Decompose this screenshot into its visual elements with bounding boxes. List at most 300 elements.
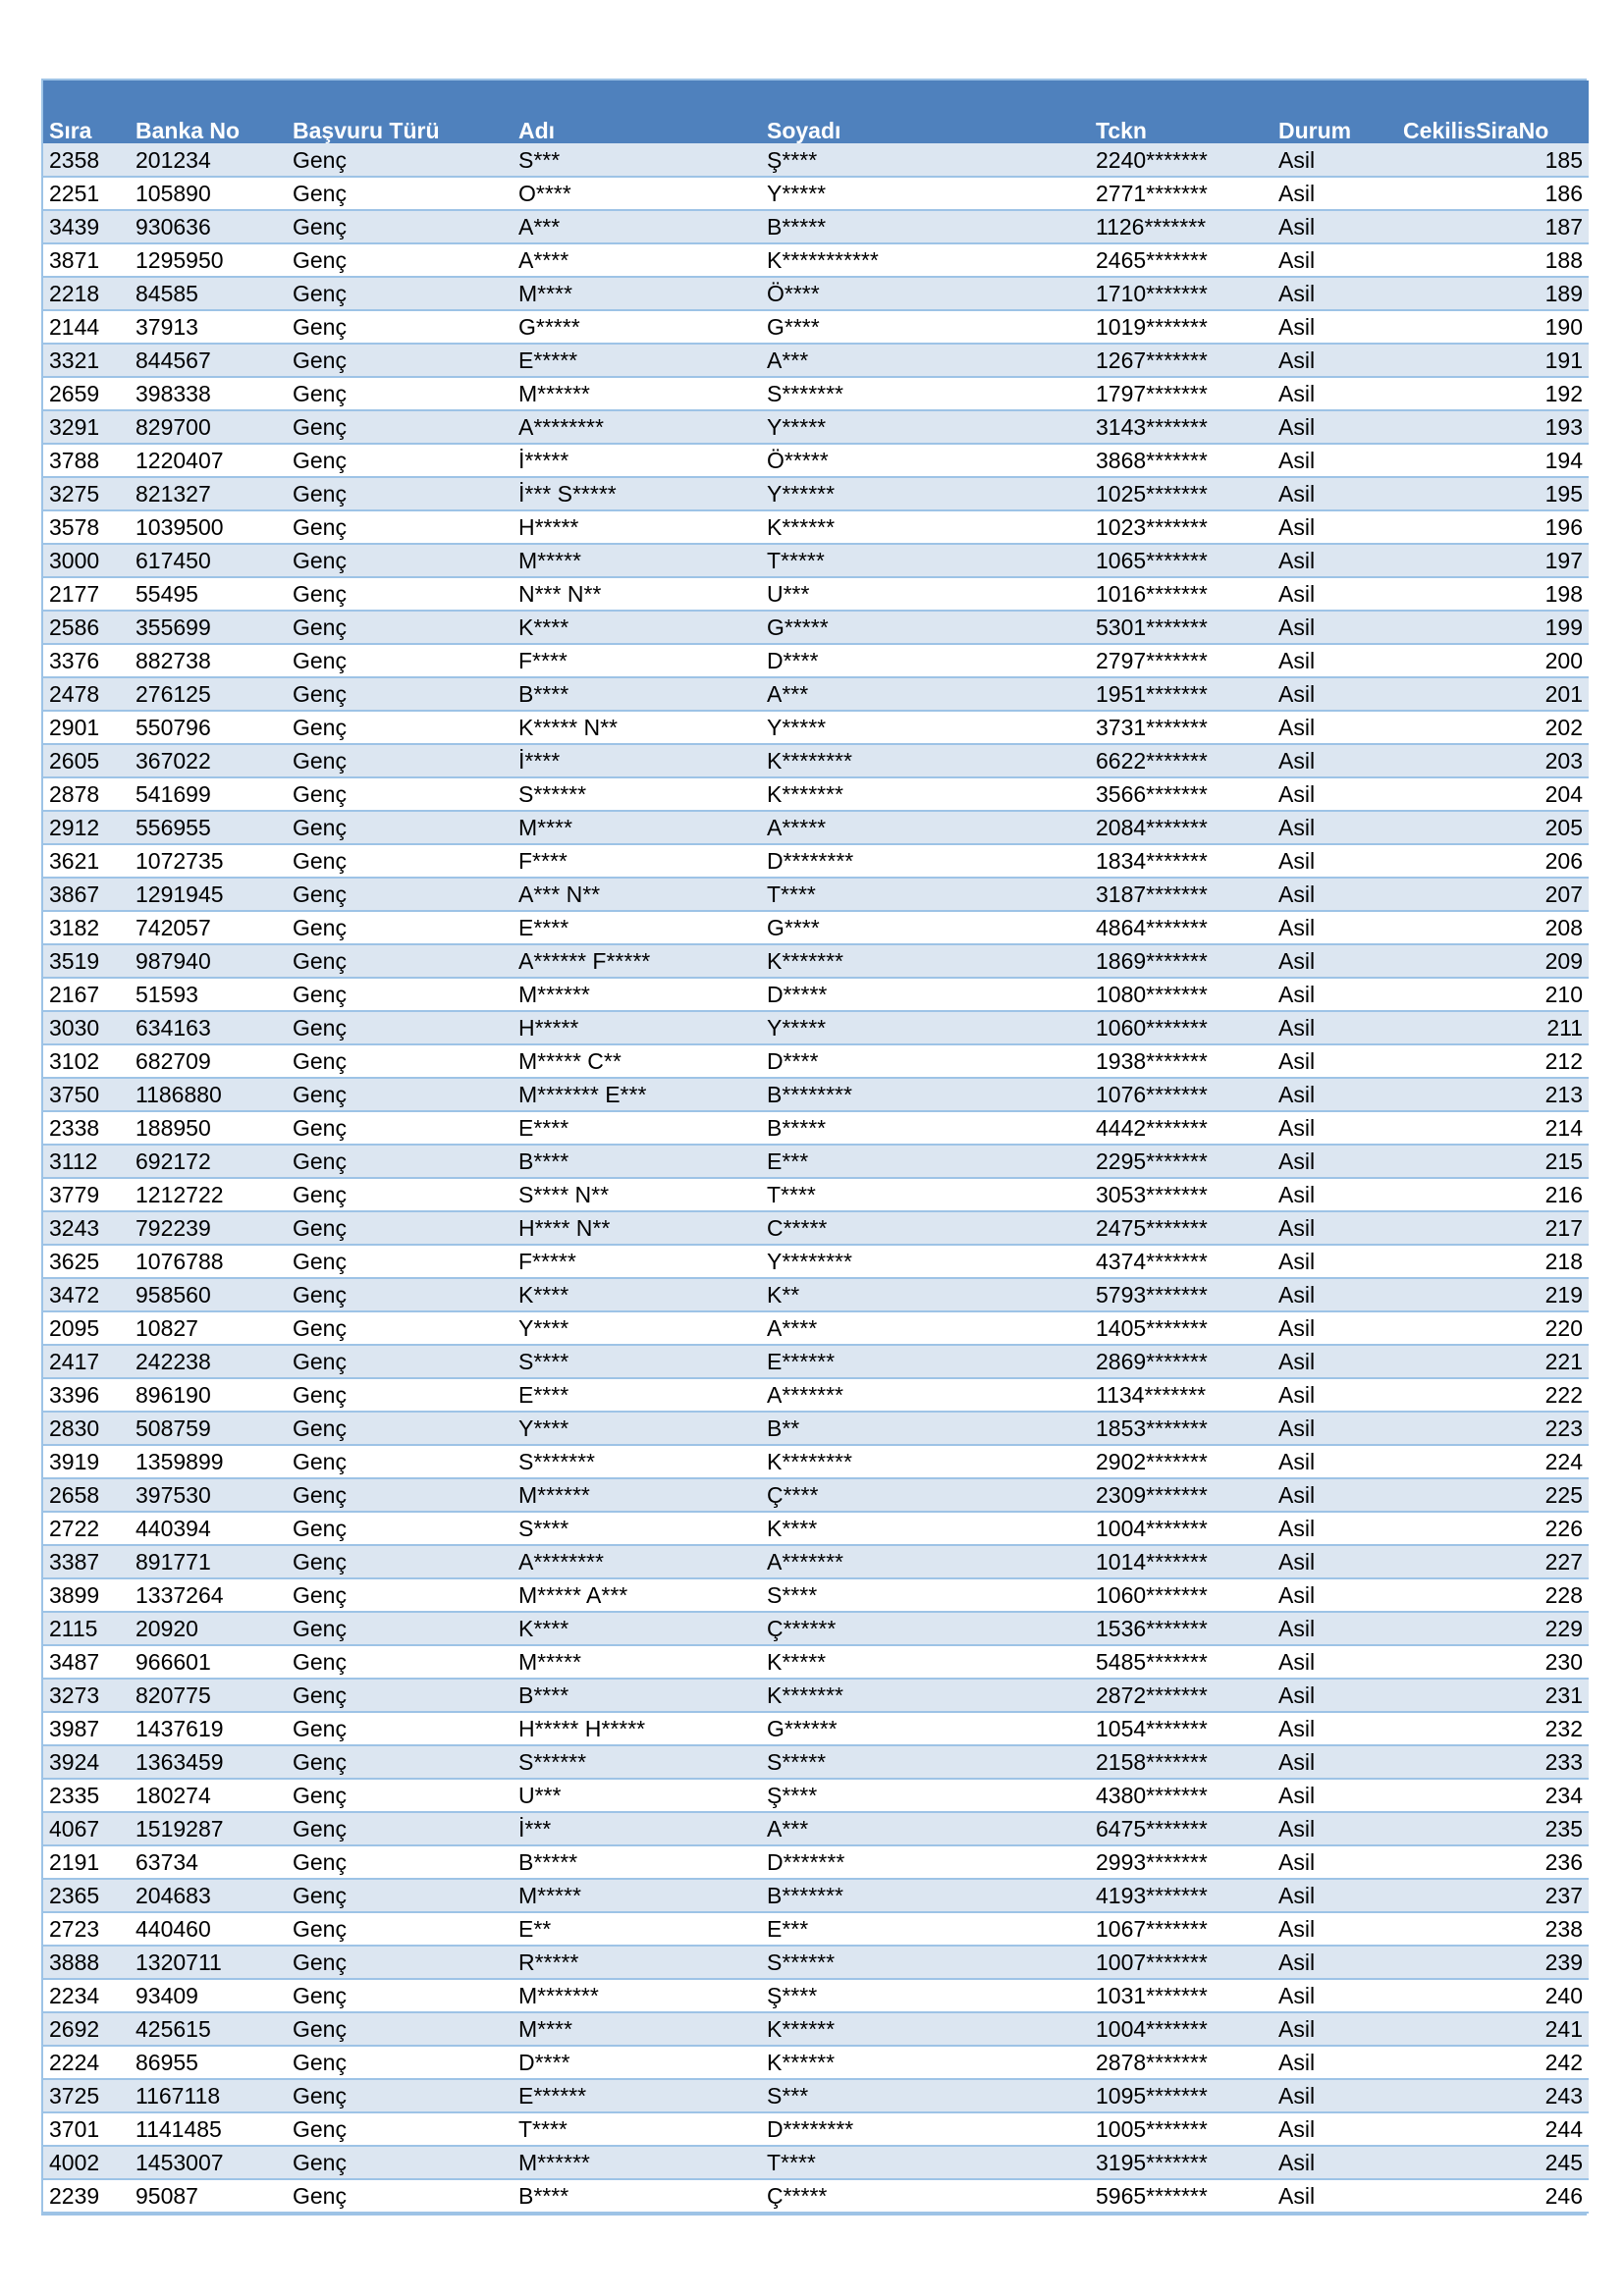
cell-sira: 3867 — [43, 878, 130, 911]
cell-cekilis-sira-no: 198 — [1397, 577, 1589, 611]
cell-soyadi: S***** — [761, 1745, 1090, 1779]
cell-basvuru-turu: Genç — [287, 1345, 513, 1378]
cell-banka-no: 1220407 — [130, 444, 287, 477]
header-soyadi: Soyadı — [761, 80, 1090, 143]
cell-cekilis-sira-no: 208 — [1397, 911, 1589, 944]
cell-tckn: 1031******* — [1090, 1979, 1272, 2012]
cell-adi: M**** — [513, 811, 761, 844]
cell-durum: Asil — [1272, 544, 1397, 577]
table-row — [43, 544, 1589, 577]
cell-banka-no: 1072735 — [130, 844, 287, 878]
cell-soyadi: T**** — [761, 1178, 1090, 1211]
cell-basvuru-turu: Genç — [287, 2012, 513, 2046]
cell-sira: 3578 — [43, 510, 130, 544]
cell-banka-no: 958560 — [130, 1278, 287, 1311]
cell-cekilis-sira-no: 187 — [1397, 210, 1589, 243]
cell-cekilis-sira-no: 185 — [1397, 143, 1589, 177]
table-row — [43, 711, 1589, 744]
cell-sira: 3275 — [43, 477, 130, 510]
cell-sira: 2239 — [43, 2179, 130, 2213]
cell-sira: 2224 — [43, 2046, 130, 2079]
cell-sira: 3519 — [43, 944, 130, 978]
cell-cekilis-sira-no: 215 — [1397, 1145, 1589, 1178]
cell-cekilis-sira-no: 228 — [1397, 1578, 1589, 1612]
table-row — [43, 310, 1589, 344]
cell-cekilis-sira-no: 231 — [1397, 1679, 1589, 1712]
cell-tckn: 3566******* — [1090, 777, 1272, 811]
cell-cekilis-sira-no: 243 — [1397, 2079, 1589, 2112]
header-durum: Durum — [1272, 80, 1397, 143]
table-row — [43, 1044, 1589, 1078]
cell-tckn: 2878******* — [1090, 2046, 1272, 2079]
table-row — [43, 1245, 1589, 1278]
cell-tckn: 2295******* — [1090, 1145, 1272, 1178]
cell-tckn: 5301******* — [1090, 611, 1272, 644]
cell-durum: Asil — [1272, 1845, 1397, 1879]
cell-basvuru-turu: Genç — [287, 844, 513, 878]
cell-sira: 2338 — [43, 1111, 130, 1145]
cell-tckn: 1869******* — [1090, 944, 1272, 978]
cell-cekilis-sira-no: 202 — [1397, 711, 1589, 744]
cell-sira: 2723 — [43, 1912, 130, 1946]
cell-cekilis-sira-no: 220 — [1397, 1311, 1589, 1345]
cell-sira: 3888 — [43, 1946, 130, 1979]
cell-basvuru-turu: Genç — [287, 1011, 513, 1044]
cell-soyadi: B***** — [761, 1111, 1090, 1145]
cell-basvuru-turu: Genç — [287, 310, 513, 344]
cell-durum: Asil — [1272, 1545, 1397, 1578]
cell-basvuru-turu: Genç — [287, 611, 513, 644]
cell-soyadi: G**** — [761, 310, 1090, 344]
cell-durum: Asil — [1272, 510, 1397, 544]
cell-durum: Asil — [1272, 2179, 1397, 2213]
cell-cekilis-sira-no: 211 — [1397, 1011, 1589, 1044]
cell-sira: 3625 — [43, 1245, 130, 1278]
cell-banka-no: 10827 — [130, 1311, 287, 1345]
cell-soyadi: Ö**** — [761, 277, 1090, 310]
cell-durum: Asil — [1272, 1111, 1397, 1145]
table-row — [43, 911, 1589, 944]
cell-adi: A**** — [513, 243, 761, 277]
cell-tckn: 1080******* — [1090, 978, 1272, 1011]
cell-basvuru-turu: Genç — [287, 944, 513, 978]
table-header-row — [43, 80, 1589, 143]
cell-basvuru-turu: Genç — [287, 1211, 513, 1245]
table-row — [43, 644, 1589, 677]
cell-tckn: 1025******* — [1090, 477, 1272, 510]
cell-banka-no: 1453007 — [130, 2146, 287, 2179]
cell-soyadi: E****** — [761, 1345, 1090, 1378]
cell-basvuru-turu: Genç — [287, 677, 513, 711]
cell-tckn: 3143******* — [1090, 410, 1272, 444]
cell-durum: Asil — [1272, 1645, 1397, 1679]
cell-sira: 3396 — [43, 1378, 130, 1412]
cell-adi: İ***** — [513, 444, 761, 477]
cell-soyadi: K******** — [761, 744, 1090, 777]
cell-basvuru-turu: Genç — [287, 1612, 513, 1645]
cell-sira: 2658 — [43, 1478, 130, 1512]
cell-cekilis-sira-no: 236 — [1397, 1845, 1589, 1879]
cell-basvuru-turu: Genç — [287, 1946, 513, 1979]
cell-tckn: 5965******* — [1090, 2179, 1272, 2213]
cell-banka-no: 180274 — [130, 1779, 287, 1812]
cell-soyadi: G****** — [761, 1712, 1090, 1745]
cell-basvuru-turu: Genç — [287, 1745, 513, 1779]
cell-durum: Asil — [1272, 1078, 1397, 1111]
table-row — [43, 1946, 1589, 1979]
cell-sira: 2417 — [43, 1345, 130, 1378]
cell-sira: 2878 — [43, 777, 130, 811]
cell-soyadi: B***** — [761, 210, 1090, 243]
cell-tckn: 1938******* — [1090, 1044, 1272, 1078]
cell-sira: 2335 — [43, 1779, 130, 1812]
cell-durum: Asil — [1272, 911, 1397, 944]
cell-basvuru-turu: Genç — [287, 510, 513, 544]
cell-soyadi: K*********** — [761, 243, 1090, 277]
cell-basvuru-turu: Genç — [287, 577, 513, 611]
cell-banka-no: 1363459 — [130, 1745, 287, 1779]
cell-sira: 3899 — [43, 1578, 130, 1612]
cell-soyadi: E*** — [761, 1145, 1090, 1178]
results-table — [43, 80, 1589, 2214]
table-row — [43, 1578, 1589, 1612]
cell-adi: M******* — [513, 1979, 761, 2012]
cell-tckn: 1054******* — [1090, 1712, 1272, 1745]
cell-banka-no: 1212722 — [130, 1178, 287, 1211]
table-row — [43, 1879, 1589, 1912]
cell-cekilis-sira-no: 223 — [1397, 1412, 1589, 1445]
cell-tckn: 1951******* — [1090, 677, 1272, 711]
cell-banka-no: 1141485 — [130, 2112, 287, 2146]
cell-durum: Asil — [1272, 243, 1397, 277]
table-body — [43, 143, 1589, 2213]
cell-tckn: 2309******* — [1090, 1478, 1272, 1512]
cell-banka-no: 93409 — [130, 1979, 287, 2012]
cell-soyadi: Ö***** — [761, 444, 1090, 477]
cell-adi: S**** N** — [513, 1178, 761, 1211]
cell-sira: 3321 — [43, 344, 130, 377]
cell-soyadi: S*** — [761, 2079, 1090, 2112]
cell-basvuru-turu: Genç — [287, 2179, 513, 2213]
cell-cekilis-sira-no: 239 — [1397, 1946, 1589, 1979]
cell-cekilis-sira-no: 242 — [1397, 2046, 1589, 2079]
cell-sira: 3924 — [43, 1745, 130, 1779]
cell-adi: A*** — [513, 210, 761, 243]
cell-sira: 3987 — [43, 1712, 130, 1745]
cell-basvuru-turu: Genç — [287, 1912, 513, 1946]
cell-soyadi: Y***** — [761, 1011, 1090, 1044]
cell-adi: İ**** — [513, 744, 761, 777]
cell-cekilis-sira-no: 212 — [1397, 1044, 1589, 1078]
cell-durum: Asil — [1272, 2146, 1397, 2179]
cell-banka-no: 1167118 — [130, 2079, 287, 2112]
cell-basvuru-turu: Genç — [287, 210, 513, 243]
cell-sira: 3871 — [43, 243, 130, 277]
cell-basvuru-turu: Genç — [287, 1412, 513, 1445]
table-row — [43, 1278, 1589, 1311]
cell-soyadi: K****** — [761, 2012, 1090, 2046]
cell-banka-no: 440394 — [130, 1512, 287, 1545]
cell-sira: 2191 — [43, 1845, 130, 1879]
table-row — [43, 1478, 1589, 1512]
cell-banka-no: 1295950 — [130, 243, 287, 277]
cell-durum: Asil — [1272, 1211, 1397, 1245]
cell-durum: Asil — [1272, 1445, 1397, 1478]
table-row — [43, 1712, 1589, 1745]
cell-basvuru-turu: Genç — [287, 1545, 513, 1578]
cell-soyadi: B******* — [761, 1879, 1090, 1912]
cell-basvuru-turu: Genç — [287, 243, 513, 277]
cell-soyadi: Y***** — [761, 711, 1090, 744]
cell-adi: D**** — [513, 2046, 761, 2079]
cell-cekilis-sira-no: 196 — [1397, 510, 1589, 544]
cell-soyadi: U*** — [761, 577, 1090, 611]
cell-tckn: 2475******* — [1090, 1211, 1272, 1245]
table-row — [43, 2146, 1589, 2179]
cell-cekilis-sira-no: 246 — [1397, 2179, 1589, 2213]
cell-cekilis-sira-no: 232 — [1397, 1712, 1589, 1745]
cell-sira: 2358 — [43, 143, 130, 177]
cell-basvuru-turu: Genç — [287, 1845, 513, 1879]
cell-soyadi: E*** — [761, 1912, 1090, 1946]
cell-soyadi: A******* — [761, 1545, 1090, 1578]
table-row — [43, 1145, 1589, 1178]
cell-banka-no: 397530 — [130, 1478, 287, 1512]
cell-soyadi: S****** — [761, 1946, 1090, 1979]
cell-cekilis-sira-no: 240 — [1397, 1979, 1589, 2012]
table-row — [43, 1612, 1589, 1645]
cell-basvuru-turu: Genç — [287, 811, 513, 844]
cell-banka-no: 355699 — [130, 611, 287, 644]
cell-cekilis-sira-no: 192 — [1397, 377, 1589, 410]
cell-sira: 3030 — [43, 1011, 130, 1044]
cell-sira: 3273 — [43, 1679, 130, 1712]
cell-soyadi: A*** — [761, 344, 1090, 377]
cell-banka-no: 930636 — [130, 210, 287, 243]
cell-cekilis-sira-no: 245 — [1397, 2146, 1589, 2179]
table-row — [43, 444, 1589, 477]
cell-soyadi: D******** — [761, 2112, 1090, 2146]
cell-soyadi: T**** — [761, 2146, 1090, 2179]
cell-durum: Asil — [1272, 2112, 1397, 2146]
cell-banka-no: 86955 — [130, 2046, 287, 2079]
cell-tckn: 2465******* — [1090, 243, 1272, 277]
cell-basvuru-turu: Genç — [287, 1044, 513, 1078]
cell-sira: 4002 — [43, 2146, 130, 2179]
cell-basvuru-turu: Genç — [287, 1645, 513, 1679]
cell-adi: T**** — [513, 2112, 761, 2146]
cell-adi: M**** — [513, 2012, 761, 2046]
cell-tckn: 1004******* — [1090, 2012, 1272, 2046]
table-row — [43, 1979, 1589, 2012]
table-row — [43, 1812, 1589, 1845]
table-row — [43, 377, 1589, 410]
cell-durum: Asil — [1272, 1679, 1397, 1712]
cell-cekilis-sira-no: 204 — [1397, 777, 1589, 811]
cell-tckn: 1797******* — [1090, 377, 1272, 410]
cell-soyadi: K******* — [761, 944, 1090, 978]
cell-durum: Asil — [1272, 611, 1397, 644]
cell-durum: Asil — [1272, 1879, 1397, 1912]
cell-durum: Asil — [1272, 2012, 1397, 2046]
cell-tckn: 1710******* — [1090, 277, 1272, 310]
cell-tckn: 2993******* — [1090, 1845, 1272, 1879]
cell-adi: K**** — [513, 611, 761, 644]
cell-basvuru-turu: Genç — [287, 1445, 513, 1478]
cell-tckn: 1405******* — [1090, 1311, 1272, 1345]
table-row — [43, 2012, 1589, 2046]
cell-soyadi: G**** — [761, 911, 1090, 944]
cell-soyadi: A*** — [761, 677, 1090, 711]
cell-durum: Asil — [1272, 878, 1397, 911]
cell-soyadi: G***** — [761, 611, 1090, 644]
cell-tckn: 1014******* — [1090, 1545, 1272, 1578]
cell-basvuru-turu: Genç — [287, 878, 513, 911]
cell-banka-no: 634163 — [130, 1011, 287, 1044]
table-row — [43, 1545, 1589, 1578]
cell-adi: S*** — [513, 143, 761, 177]
cell-sira: 3750 — [43, 1078, 130, 1111]
cell-durum: Asil — [1272, 677, 1397, 711]
cell-sira: 2115 — [43, 1612, 130, 1645]
table-row — [43, 1378, 1589, 1412]
cell-durum: Asil — [1272, 1745, 1397, 1779]
cell-sira: 3387 — [43, 1545, 130, 1578]
cell-tckn: 1267******* — [1090, 344, 1272, 377]
cell-durum: Asil — [1272, 1812, 1397, 1845]
cell-basvuru-turu: Genç — [287, 711, 513, 744]
cell-sira: 3112 — [43, 1145, 130, 1178]
cell-soyadi: Y***** — [761, 410, 1090, 444]
cell-tckn: 1060******* — [1090, 1011, 1272, 1044]
cell-tckn: 1834******* — [1090, 844, 1272, 878]
cell-durum: Asil — [1272, 310, 1397, 344]
cell-tckn: 1095******* — [1090, 2079, 1272, 2112]
cell-durum: Asil — [1272, 1412, 1397, 1445]
table-row — [43, 944, 1589, 978]
cell-cekilis-sira-no: 233 — [1397, 1745, 1589, 1779]
cell-soyadi: K**** — [761, 1512, 1090, 1545]
table-row — [43, 978, 1589, 1011]
cell-soyadi: B** — [761, 1412, 1090, 1445]
cell-cekilis-sira-no: 219 — [1397, 1278, 1589, 1311]
header-banka-no: Banka No — [130, 80, 287, 143]
table-row — [43, 1912, 1589, 1946]
cell-durum: Asil — [1272, 711, 1397, 744]
cell-durum: Asil — [1272, 1345, 1397, 1378]
cell-sira: 2605 — [43, 744, 130, 777]
header-cekilis-sira-no: CekilisSiraNo — [1397, 80, 1589, 143]
cell-sira: 3182 — [43, 911, 130, 944]
cell-adi: B**** — [513, 677, 761, 711]
cell-basvuru-turu: Genç — [287, 1145, 513, 1178]
cell-sira: 2901 — [43, 711, 130, 744]
cell-durum: Asil — [1272, 1044, 1397, 1078]
cell-cekilis-sira-no: 190 — [1397, 310, 1589, 344]
cell-adi: E**** — [513, 1111, 761, 1145]
cell-tckn: 1060******* — [1090, 1578, 1272, 1612]
cell-adi: E**** — [513, 1378, 761, 1412]
cell-banka-no: 821327 — [130, 477, 287, 510]
cell-soyadi: Y******** — [761, 1245, 1090, 1278]
cell-cekilis-sira-no: 244 — [1397, 2112, 1589, 2146]
cell-banka-no: 508759 — [130, 1412, 287, 1445]
cell-banka-no: 556955 — [130, 811, 287, 844]
cell-basvuru-turu: Genç — [287, 277, 513, 310]
cell-cekilis-sira-no: 213 — [1397, 1078, 1589, 1111]
cell-soyadi: K***** — [761, 1645, 1090, 1679]
cell-soyadi: Y***** — [761, 177, 1090, 210]
cell-adi: K**** — [513, 1612, 761, 1645]
cell-basvuru-turu: Genç — [287, 410, 513, 444]
cell-sira: 3439 — [43, 210, 130, 243]
cell-soyadi: Ş**** — [761, 143, 1090, 177]
table-row — [43, 744, 1589, 777]
cell-durum: Asil — [1272, 1612, 1397, 1645]
cell-adi: M***** — [513, 544, 761, 577]
cell-durum: Asil — [1272, 644, 1397, 677]
cell-cekilis-sira-no: 203 — [1397, 744, 1589, 777]
cell-durum: Asil — [1272, 1712, 1397, 1745]
cell-sira: 2586 — [43, 611, 130, 644]
cell-durum: Asil — [1272, 377, 1397, 410]
cell-sira: 2912 — [43, 811, 130, 844]
table-row — [43, 277, 1589, 310]
cell-tckn: 5793******* — [1090, 1278, 1272, 1311]
cell-adi: H***** H***** — [513, 1712, 761, 1745]
cell-adi: A*** N** — [513, 878, 761, 911]
cell-tckn: 1065******* — [1090, 544, 1272, 577]
table-row — [43, 1679, 1589, 1712]
cell-soyadi: Ç****** — [761, 1612, 1090, 1645]
cell-adi: B**** — [513, 1145, 761, 1178]
cell-adi: R***** — [513, 1946, 761, 1979]
table-row — [43, 2079, 1589, 2112]
cell-tckn: 4193******* — [1090, 1879, 1272, 1912]
cell-durum: Asil — [1272, 2079, 1397, 2112]
cell-banka-no: 204683 — [130, 1879, 287, 1912]
cell-adi: A******** — [513, 410, 761, 444]
cell-basvuru-turu: Genç — [287, 1712, 513, 1745]
cell-sira: 3788 — [43, 444, 130, 477]
table-row — [43, 1111, 1589, 1145]
cell-adi: S**** — [513, 1345, 761, 1378]
cell-cekilis-sira-no: 200 — [1397, 644, 1589, 677]
cell-tckn: 1005******* — [1090, 2112, 1272, 2146]
cell-tckn: 3868******* — [1090, 444, 1272, 477]
cell-adi: E** — [513, 1912, 761, 1946]
cell-durum: Asil — [1272, 210, 1397, 243]
cell-cekilis-sira-no: 229 — [1397, 1612, 1589, 1645]
cell-sira: 2830 — [43, 1412, 130, 1445]
cell-cekilis-sira-no: 226 — [1397, 1512, 1589, 1545]
cell-basvuru-turu: Genç — [287, 978, 513, 1011]
header-basvuru-turu: Başvuru Türü — [287, 80, 513, 143]
cell-banka-no: 1337264 — [130, 1578, 287, 1612]
cell-banka-no: 201234 — [130, 143, 287, 177]
cell-durum: Asil — [1272, 777, 1397, 811]
cell-sira: 2218 — [43, 277, 130, 310]
cell-basvuru-turu: Genç — [287, 1378, 513, 1412]
cell-basvuru-turu: Genç — [287, 1078, 513, 1111]
cell-tckn: 2902******* — [1090, 1445, 1272, 1478]
cell-basvuru-turu: Genç — [287, 544, 513, 577]
cell-adi: M****** — [513, 978, 761, 1011]
table-row — [43, 1512, 1589, 1545]
cell-durum: Asil — [1272, 1311, 1397, 1345]
cell-tckn: 2084******* — [1090, 811, 1272, 844]
table-row — [43, 1078, 1589, 1111]
